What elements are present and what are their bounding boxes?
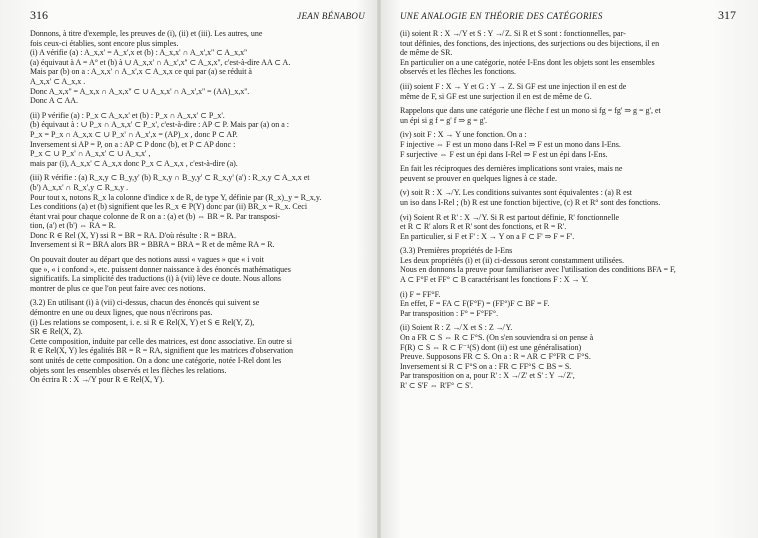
text-paragraph <box>400 213 736 242</box>
text-line: (a) équivaut à A = A° et (b) à ∪ A_x,x' ∩ A_x',x'' ⊂ A_x,x'', c'est-à-dire AA ⊂ A. <box>30 57 291 67</box>
text-line: Donc A_x,x'' = A_x,x ∩ A_x,x'' ⊂ ∪ A_x,x' ∩ A_x',x'' = (AA)_x,x''. <box>30 86 250 96</box>
text-line: peuvent se prouver en quelques lignes à ce stade. <box>400 173 558 183</box>
text-line: Donc R ∈ Rel (X, Y) ssi R = BR = RA. D'où résulte : R = BRA. <box>30 230 236 240</box>
left-page-number: 316 <box>30 8 48 22</box>
text-line: F surjective ⇔ F est un épi dans I-Rel ⇒ F est un épi dans I-Ens. <box>400 149 608 159</box>
text-line: Les deux propriétés (i) et (ii) ci-dessous seront constamment utilisées. <box>400 255 624 265</box>
text-paragraph <box>400 29 736 77</box>
text-line: Mais par (b) on a : A_x,x' ∩ A_x',x ⊂ A_x,x ce qui par (a) se réduit à <box>30 67 252 77</box>
text-line: observés et les flèches les fonctions. <box>400 67 516 77</box>
text-line: (ii) P vérifie (a) : P_x ⊂ A_x,x' et (b) : P_x ∩ A_x,x' ⊂ P_x'. <box>30 110 225 120</box>
left-page-body <box>30 29 365 385</box>
text-line: (ii) Soient R : Z ↛ X et S : Z ↛ Y. <box>400 323 513 333</box>
text-line: A_x,x' ⊂ A_x,x . <box>30 76 86 86</box>
text-paragraph <box>400 106 736 125</box>
text-paragraph <box>400 82 736 101</box>
right-page-body <box>400 29 736 391</box>
text-line: (3.2) En utilisant (i) à (vii) ci-dessus, chacun des énoncés qui suivent se <box>30 298 260 308</box>
text-line: En effet, F = FA ⊂ F(F°F) = (FF°)F ⊂ BF = F. <box>400 299 550 309</box>
text-line: tout définies, des fonctions, des injections, des surjections ou des bijections, il en <box>400 38 660 48</box>
text-line: (ii) soient R : X ↛ Y et S : Y ↛ Z. Si R et S sont : fonctionnelles, par- <box>400 29 626 38</box>
text-line: (i) A vérifie (a) : A_x,x' = A_x',x et (b) : A_x,x' ∩ A_x',x'' ⊂ A_x,x'' <box>30 48 247 58</box>
text-line: F injective ⇔ F est un mono dans I-Rel ⇒ F est un mono dans I-Ens. <box>400 139 621 149</box>
text-line: P_x ⊂ ∪ P_x' ∩ A_x,x' ⊂ ∪ A_x,x' , <box>30 149 151 159</box>
text-paragraph <box>30 29 365 106</box>
right-page-header <box>400 8 736 23</box>
left-running-head: JEAN BÉNABOU <box>297 11 365 21</box>
text-line: (b') A_x,x' ∩ R_x',y ⊂ R_x,y . <box>30 182 129 192</box>
left-page-header <box>30 8 365 23</box>
text-line: Inversement si R = BRA alors BR = BBRA = BRA = R et de même RA = R. <box>30 240 275 250</box>
text-line: (iii) soient F : X → Y et G : Y → Z. Si GF est une injection il en est de <box>400 81 627 91</box>
text-line: Donnons, à titre d'exemple, les preuves de (i), (ii) et (iii). Les autres, une <box>30 29 263 38</box>
text-line: démontre en une ou deux lignes, que nous n'écrirons pas. <box>30 308 213 318</box>
text-line: P_x = P_x ∩ A_x,x ⊂ ∪ P_x' ∩ A_x',x = (AP)_x , donc P ⊂ AP. <box>30 129 238 139</box>
text-line: SR ∈ Rel(X, Z). <box>30 327 83 337</box>
text-line: mais par (i), A_x,x' ⊂ A_x,x donc P_x ⊂ A_x,x , c'est-à-dire (a). <box>30 158 238 168</box>
right-running-head: UNE ANALOGIE EN THÉORIE DES CATÉGORIES <box>400 11 603 21</box>
text-line: significatifs. La simplicité des traductions (i) à (vii) lève ce doute. Nous allons <box>30 274 282 284</box>
text-line: On a FR ⊂ S ⇔ R ⊂ F°S. (On s'en souviendra si on pense à <box>400 333 594 343</box>
text-line: tion, (a') et (b') ⇔ RA = R. <box>30 221 116 231</box>
text-line: objets sont les ensembles observés et les flèches les relations. <box>30 365 227 375</box>
text-paragraph <box>400 164 736 183</box>
text-line: (i) Les relations se composent, i. e. si R ∈ Rel(X, Y) et S ∈ Rel(Y, Z), <box>30 317 255 327</box>
text-line: Nous en donnons la preuve pour familiariser avec l'utilisation des conditions BFA = F, <box>400 265 676 275</box>
text-line: Les conditions (a) et (b) signifient que les R_x ∈ P(Y) donc par (ii) BR_x = R_x. Ceci <box>30 202 308 212</box>
text-line: Cette composition, induite par celle des matrices, est donc associative. En outre si <box>30 336 292 346</box>
text-line: A ⊂ F°F et FF° ⊂ B caractérisant les fonctions F : X → Y. <box>400 275 589 285</box>
text-line: R ∈ Rel(X, Y) les égalités BR = R = RA, signifient que les matrices d'observation <box>30 346 293 356</box>
text-line: Preuve. Supposons FR ⊂ S. On a : R = AR ⊂ F°FR ⊂ F°S. <box>400 352 591 362</box>
text-line: un iso dans I-Rel ; (b) R est une fonction bijective, (c) R et R° sont des fonctions. <box>400 197 661 207</box>
text-paragraph <box>400 130 736 159</box>
text-paragraph <box>400 290 736 319</box>
text-line: Inversement si AP = P, on a : AP ⊂ P donc (b), et P ⊂ AP donc : <box>30 139 236 149</box>
text-line: F(R) ⊂ S ⇔ R ⊂ F⁻¹(S) dont (ii) est une généralisation) <box>400 342 582 352</box>
text-line: Par transposition on a, pour R' : X ↛ Z' et S' : Y ↛ Z', <box>400 371 575 381</box>
text-line: Donc A ⊂ AA. <box>30 96 79 106</box>
right-page <box>380 0 758 538</box>
text-line: (v) soit R : X ↛ Y. Les conditions suivantes sont équivalentes : (a) R est <box>400 188 632 198</box>
text-paragraph <box>30 111 365 169</box>
text-line: (b) équivaut à : ∪ P_x ∩ A_x,x' ⊂ P_x', c'est-à-dire : AP ⊂ P. Mais par (a) on a : <box>30 120 289 130</box>
text-line: Par transposition : F° = F°FF°. <box>400 308 499 318</box>
text-line: (3.3) Premières propriétés de I-Ens <box>400 246 513 256</box>
text-line: (i) F = FF°F. <box>400 289 441 299</box>
text-line: un épi si g f = g' f ⇒ g = g'. <box>400 115 488 125</box>
text-line: (vi) Soient R et R' : X ↛ Y. Si R est partout définie, R' fonctionnelle <box>400 212 620 222</box>
text-line: étant vrai pour chaque colonne de R on a : (a) et (b) ⇔ BR = R. Par transposi- <box>30 211 280 221</box>
text-line: et R ⊂ R' alors R et R' sont des fonctions, et R = R'. <box>400 222 567 232</box>
text-line: En particulier, si F et F' : X → Y on a F ⊂ F' ⇒ F = F'. <box>400 231 575 241</box>
text-line: sont unités de cette composition. On a donc une catégorie, notée I-Rel dont les <box>30 356 282 365</box>
text-line: (iv) soit F : X → Y une fonction. On a : <box>400 130 527 140</box>
text-line: On écrira R : X ↛ Y pour R ∈ Rel(X, Y). <box>30 375 165 385</box>
text-line: En fait les réciproques des dernières implications sont vraies, mais ne <box>400 164 623 174</box>
text-paragraph <box>400 188 736 207</box>
text-line: Pour tout x, notons R_x la colonne d'indice x de R, de type Y, définie par (R_x)_y = R_x,y. <box>30 192 322 202</box>
text-line: de même de SR. <box>400 48 453 58</box>
text-line: même de F, si GF est une surjection il en est de même de G. <box>400 91 592 101</box>
text-line: montrer de plus ce que l'on peut faire avec ces notions. <box>30 283 206 293</box>
text-line: Rappelons que dans une catégorie une flèche f est un mono si fg = fg' ⇒ g = g', et <box>400 106 661 116</box>
text-paragraph <box>30 173 365 250</box>
text-paragraph <box>30 255 365 293</box>
text-line: R' ⊂ S'F ⇔ R'F° ⊂ S'. <box>400 381 473 390</box>
right-page-number: 317 <box>718 8 736 22</box>
text-line: On pouvait douter au départ que des notions aussi « vagues » que « i voit <box>30 255 264 265</box>
text-line: Inversement si R ⊂ F°S on a : FR ⊂ FF°S ⊂ BS = S. <box>400 361 572 371</box>
text-line: fois ceux-ci établies, sont encore plus simples. <box>30 38 179 48</box>
text-line: (iii) R vérifie : (a) R_x,y ⊂ B_y,y' (b) R_x,y ∩ B_y,y' ⊂ R_x,y' (a') : R_x,y ⊂ A_x,x et <box>30 173 310 183</box>
text-paragraph <box>30 298 365 384</box>
text-line: que », « i confond », etc. puissent donner naissance à des énoncés mathématiques <box>30 264 291 274</box>
text-line: En particulier on a une catégorie, notée I-Ens dont les objets sont les ensembles <box>400 57 655 67</box>
text-paragraph <box>400 246 736 284</box>
text-paragraph <box>400 323 736 390</box>
